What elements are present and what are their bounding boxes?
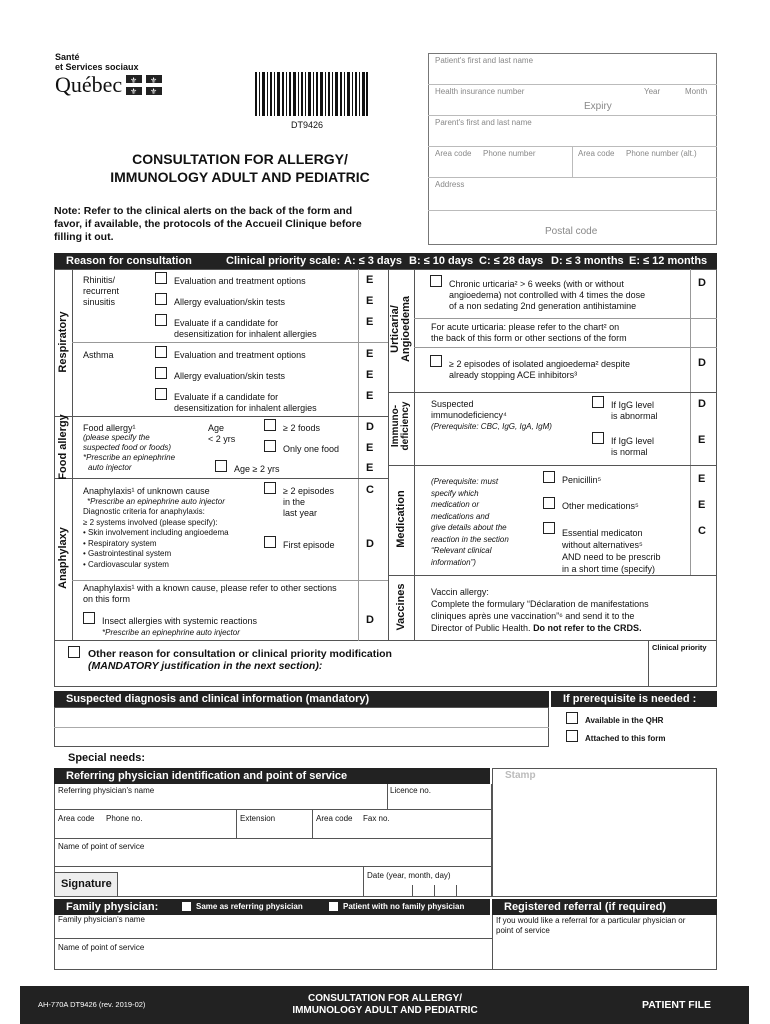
- footer-t1: CONSULTATION FOR ALLERGY/: [307, 993, 463, 1004]
- family-name-field[interactable]: Family physician's name: [58, 915, 145, 924]
- urt-c3: of a non sedating 2nd generation antihistamine: [449, 301, 637, 311]
- priority-e: E: [366, 390, 374, 402]
- phone-label-2[interactable]: Phone number (alt.): [626, 149, 697, 158]
- priority-d: D: [698, 398, 706, 410]
- ref-name-field[interactable]: Referring physician's name: [58, 786, 155, 795]
- barcode-icon: [255, 72, 368, 116]
- area-code-label-2: Area code: [578, 149, 615, 158]
- other-l2: (MANDATORY justification in the next section):: [88, 660, 323, 672]
- priority-d: D: [698, 357, 706, 369]
- priority-d: D: [698, 277, 706, 289]
- ana-known-l1: Anaphylaxis¹ with a known cause, please refer to other sections: [83, 583, 337, 593]
- note-line2: favor, if available, the protocols of the Accueil Clinique before: [54, 218, 362, 230]
- diagnosis-bar: Suspected diagnosis and clinical information (mandatory): [54, 691, 549, 707]
- vac-l4: Director of Public Health.: [431, 623, 531, 633]
- priority-e: E: [698, 499, 706, 511]
- same-as-referring-checkbox[interactable]: [181, 901, 192, 912]
- food-l1: Food allergy¹: [83, 423, 136, 433]
- referring-bar: Referring physician identification and point of service: [54, 768, 490, 784]
- rhinitis-skin-label: Allergy evaluation/skin tests: [174, 297, 286, 307]
- page-title: [60, 150, 420, 186]
- med-pre4: medications and: [431, 511, 490, 521]
- asthma-eval-label: Evaluation and treatment options: [174, 350, 306, 360]
- attached-checkbox[interactable]: [566, 730, 578, 742]
- expiry-label: Expiry: [584, 101, 612, 112]
- med-pre7: “Relevant clinical: [431, 546, 492, 555]
- logo-name: Québec: [55, 72, 123, 97]
- patient-file-label: PATIENT FILE: [642, 999, 712, 1011]
- rhinitis-label: [83, 275, 119, 308]
- same-as-referring-label: Same as referring physician: [196, 902, 303, 911]
- imm-s3: (Prerequisite: CBC, IgG, IgA, IgM): [431, 422, 552, 431]
- food-age2-label: Age ≥ 2 yrs: [234, 464, 280, 474]
- no-family-checkbox[interactable]: [328, 901, 339, 912]
- anaphylaxis-unknown: [83, 486, 229, 570]
- ana-b3: • Gastrointestinal system: [83, 549, 172, 558]
- section-medication: Medication: [395, 490, 407, 548]
- postal-code-field[interactable]: Postal code: [545, 226, 598, 237]
- licence-field[interactable]: Licence no.: [390, 786, 431, 795]
- priority-e: E: [366, 348, 374, 360]
- reason-label: Reason for consultation: [66, 255, 192, 267]
- med-ess3: AND need to be prescrib: [562, 552, 661, 562]
- med-pre6: reaction in the section: [431, 534, 509, 544]
- barcode-id: DT9426: [291, 120, 324, 130]
- footer-t2: IMMUNOLOGY ADULT AND PEDIATRIC: [292, 1005, 478, 1016]
- imm-s1: Suspected: [431, 399, 474, 409]
- immuno-line1: Immuno-: [390, 404, 401, 448]
- priority-e: E: [366, 369, 374, 381]
- asthma-skin-checkbox[interactable]: [155, 367, 167, 379]
- reg-l1: If you would like a referral for a particular physician or: [496, 916, 686, 925]
- ana-known: [83, 583, 337, 605]
- urt-acute2: the back of this form or other sections of the form: [431, 333, 627, 343]
- scale-b: B: ≤ 10 days: [409, 255, 474, 267]
- food-one-checkbox[interactable]: [264, 440, 276, 452]
- med-pre2: specify which: [431, 488, 479, 498]
- ana-l3: Diagnostic criteria for anaphylaxis:: [83, 507, 205, 516]
- stamp-box[interactable]: [492, 768, 717, 897]
- ana-ep1: ≥ 2 episodes: [283, 486, 334, 496]
- rhinitis-desens-l2: desensitization for inhalent allergies: [174, 329, 317, 339]
- urt-c1: Chronic urticaria² > 6 weeks (with or without: [449, 279, 624, 289]
- vac-l2: Complete the formulary “Déclaration de manifestations: [431, 599, 649, 609]
- ref-area2-label: Area code: [316, 814, 353, 823]
- ana-ep2: in the: [283, 497, 306, 507]
- priority-d: D: [366, 614, 374, 626]
- attached-label: Attached to this form: [585, 734, 666, 743]
- imm-n1: If IgG level: [611, 436, 655, 446]
- insect-checkbox[interactable]: [83, 612, 95, 624]
- footer: [20, 986, 749, 1024]
- priority-e: E: [366, 274, 374, 286]
- urt-iso2: already stopping ACE inhibitors³: [449, 370, 578, 380]
- food-l4: *Prescribe an epinephrine: [83, 453, 176, 462]
- ana-b2: • Respiratory system: [83, 538, 157, 548]
- immuno-line2: deficiency: [400, 401, 411, 451]
- area-code-label-1: Area code: [435, 149, 472, 158]
- family-label: Family physician:: [66, 901, 159, 913]
- essential-medication-label: [562, 527, 661, 575]
- form-code: AH-770A DT9426 (rev. 2019-02): [38, 1000, 146, 1009]
- food-2plus-label: ≥ 2 foods: [283, 423, 320, 433]
- ana-b4: • Cardiovascular system: [83, 559, 169, 569]
- rhinitis-l1: Rhinitis/: [83, 275, 116, 285]
- age-l2: < 2 yrs: [208, 434, 236, 444]
- ana-l4: ≥ 2 systems involved (please specify):: [83, 517, 218, 527]
- rhinitis-l2: recurrent: [83, 286, 120, 296]
- urt-c2: angioedema) not controlled with 4 times the dose: [449, 290, 646, 300]
- urt-acute1: For acute urticaria: please refer to the chart² on: [431, 322, 620, 332]
- imm-a2: is abnormal: [611, 411, 658, 421]
- igg-normal-label: [611, 436, 654, 458]
- chronic-urticaria-checkbox[interactable]: [430, 275, 442, 287]
- vac-l5: Do not refer to the CRDS.: [533, 623, 642, 633]
- asthma-label: Asthma: [83, 350, 114, 360]
- priority-d: D: [366, 538, 374, 550]
- ana-episodes-label: [283, 486, 334, 519]
- signature-field[interactable]: Signature: [54, 872, 118, 897]
- scale-c: C: ≤ 28 days: [479, 255, 544, 267]
- priority-e: E: [698, 473, 706, 485]
- rhinitis-desens-label: [174, 318, 317, 340]
- urticaria-line1: Urticaria/: [389, 305, 401, 353]
- insect-note: *Prescribe an epinephrine auto injector: [102, 628, 240, 637]
- prerequisite-bar: If prerequisite is needed :: [551, 691, 717, 707]
- section-food: Food allergy: [57, 414, 69, 480]
- svg-text:⚜: ⚜: [150, 87, 158, 96]
- med-pre5: give details about the: [431, 523, 507, 532]
- ana-l1: Anaphylaxis¹ of unknown cause: [83, 486, 210, 496]
- other-l1: Other reason for consultation or clinical priority modification: [88, 648, 392, 660]
- section-respiratory: Respiratory: [57, 311, 69, 373]
- essential-medication-checkbox[interactable]: [543, 522, 555, 534]
- reg-l2: point of service: [496, 926, 550, 935]
- ref-date-field[interactable]: Date (year, month, day): [367, 871, 451, 880]
- food-l2: (please specify the: [83, 433, 150, 442]
- rhinitis-desens-checkbox[interactable]: [155, 314, 167, 326]
- other-medications-label: Other medications⁵: [562, 501, 639, 511]
- month-label: Month: [685, 87, 708, 96]
- insect-label: Insect allergies with systemic reactions: [102, 616, 258, 626]
- priority-e: E: [366, 462, 374, 474]
- medication-prereq: [431, 476, 509, 568]
- scale-d: D: ≤ 3 months: [551, 255, 624, 267]
- ana-known-l2: on this form: [83, 594, 131, 604]
- note-line1: Note: Refer to the clinical alerts on the back of the form and: [54, 205, 353, 217]
- priority-d: D: [366, 421, 374, 433]
- igg-abnormal-label: [611, 400, 658, 422]
- angioedema-label: [449, 359, 630, 381]
- ref-ext-field[interactable]: Extension: [240, 814, 276, 823]
- rhinitis-l3: sinusitis: [83, 297, 116, 307]
- food-l5: auto injector: [88, 463, 132, 472]
- food-one-label: Only one food: [283, 444, 340, 454]
- priority-c: C: [366, 484, 374, 496]
- urt-iso1: ≥ 2 episodes of isolated angioedema² despite: [449, 359, 631, 369]
- ana-l2: *Prescribe an epinephrine auto injector: [87, 496, 225, 506]
- imm-s2: immunodeficiency⁴: [431, 410, 507, 420]
- scale-a: A: ≤ 3 days: [344, 255, 403, 267]
- asthma-desens-checkbox[interactable]: [155, 388, 167, 400]
- asthma-eval-checkbox[interactable]: [155, 346, 167, 358]
- vac-l1: Vaccin allergy:: [431, 587, 489, 597]
- year-label: Year: [644, 87, 661, 96]
- note: [54, 205, 362, 244]
- fleur-de-lis-flag-icon: [126, 73, 162, 97]
- section-anaphylaxy: Anaphylaxy: [57, 527, 69, 589]
- section-urticaria: [390, 289, 412, 369]
- section-vaccines: Vaccines: [395, 583, 407, 631]
- priority-e: E: [366, 442, 374, 454]
- scale-e: E: ≤ 12 months: [629, 255, 708, 267]
- patient-name-field[interactable]: Patient's first and last name: [435, 56, 534, 65]
- health-insurance-field[interactable]: Health insurance number: [435, 87, 525, 96]
- immuno-suspected: [431, 399, 552, 432]
- igg-normal-checkbox[interactable]: [592, 432, 604, 444]
- priority-e: E: [366, 316, 374, 328]
- ana-b1: • Skin involvement including angioedema: [83, 528, 229, 537]
- note-line3: filling it out.: [54, 231, 114, 243]
- food-2plus-checkbox[interactable]: [264, 419, 276, 431]
- registered-note: [496, 916, 685, 936]
- angioedema-checkbox[interactable]: [430, 355, 442, 367]
- other-medications-checkbox[interactable]: [543, 497, 555, 509]
- svg-text:⚜: ⚜: [130, 87, 138, 96]
- med-ess2: without alternatives⁵: [562, 540, 643, 550]
- vaccine-note: [431, 586, 649, 634]
- svg-text:⚜: ⚜: [130, 76, 138, 85]
- med-ess1: Essential medicaton: [562, 528, 643, 538]
- ana-episodes-checkbox[interactable]: [264, 482, 276, 494]
- title-line1: CONSULTATION FOR ALLERGY/: [132, 151, 348, 167]
- stamp-label: Stamp: [505, 770, 536, 781]
- med-pre8: information”): [431, 557, 476, 567]
- special-needs-field[interactable]: Special needs:: [68, 752, 146, 764]
- ref-phone-field[interactable]: Phone no.: [106, 814, 143, 823]
- section-immuno: [391, 386, 411, 466]
- age-l1: Age: [208, 423, 225, 433]
- qhr-label: Available in the QHR: [585, 716, 664, 725]
- ref-pos-field[interactable]: Name of point of service: [58, 842, 145, 851]
- med-pre3: medication or: [431, 500, 480, 509]
- ref-area-label: Area code: [58, 814, 95, 823]
- title-line2: IMMUNOLOGY ADULT AND PEDIATRIC: [110, 169, 370, 185]
- rhinitis-eval-label: Evaluation and treatment options: [174, 276, 306, 286]
- rhinitis-desens-l1: Evaluate if a candidate for: [174, 318, 279, 328]
- asthma-desens-l2: desensitization for inhalent allergies: [174, 403, 317, 413]
- med-pre1: (Prerequisite: must: [431, 477, 499, 486]
- imm-n2: is normal: [611, 447, 648, 457]
- family-pos-field[interactable]: Name of point of service: [58, 943, 145, 952]
- svg-text:⚜: ⚜: [150, 76, 158, 85]
- acute-urticaria-note: [431, 322, 627, 344]
- priority-e: E: [366, 295, 374, 307]
- registered-bar: Registered referral (if required): [492, 899, 717, 915]
- food-label: [83, 423, 175, 473]
- priority-e: E: [698, 434, 706, 446]
- phone-label-1[interactable]: Phone number: [483, 149, 536, 158]
- asthma-skin-label: Allergy evaluation/skin tests: [174, 371, 286, 381]
- rhinitis-skin-checkbox[interactable]: [155, 293, 167, 305]
- food-age2-checkbox[interactable]: [215, 460, 227, 472]
- ana-first-checkbox[interactable]: [264, 536, 276, 548]
- logo-line1: Santé: [55, 52, 80, 62]
- med-ess4: in a short time (specify): [562, 564, 656, 574]
- asthma-desens-label: [174, 392, 317, 414]
- logo-line2: et Services sociaux: [55, 62, 139, 72]
- imm-a1: If IgG level: [611, 400, 655, 410]
- ref-fax-field[interactable]: Fax no.: [363, 814, 390, 823]
- urticaria-line2: Angioedema: [400, 296, 412, 363]
- other-reason-label: [88, 648, 392, 672]
- logo: [55, 52, 215, 102]
- penicillin-checkbox[interactable]: [543, 471, 555, 483]
- scale-label: Clinical priority scale:: [226, 255, 341, 267]
- asthma-desens-l1: Evaluate if a candidate for: [174, 392, 279, 402]
- priority-c: C: [698, 525, 706, 537]
- address-field[interactable]: Address: [435, 180, 465, 189]
- igg-abnormal-checkbox[interactable]: [592, 396, 604, 408]
- reason-bar: [54, 253, 717, 269]
- chronic-urticaria-label: [449, 279, 645, 312]
- parent-name-field[interactable]: Parent's first and last name: [435, 118, 532, 127]
- ana-ep3: last year: [283, 508, 318, 518]
- footer-title: [220, 993, 550, 1017]
- vac-l3: cliniques après une vaccination”⁶ and send it to the: [431, 611, 635, 621]
- age-label: [208, 423, 235, 445]
- penicillin-label: Penicillin⁵: [562, 475, 602, 485]
- food-l3: suspected food or foods): [83, 443, 172, 452]
- qhr-checkbox[interactable]: [566, 712, 578, 724]
- rhinitis-eval-checkbox[interactable]: [155, 272, 167, 284]
- no-family-label: Patient with no family physician: [343, 902, 465, 911]
- ana-first-label: First episode: [283, 540, 335, 550]
- clinical-priority-field[interactable]: Clinical priority: [652, 643, 707, 652]
- other-reason-checkbox[interactable]: [68, 646, 80, 658]
